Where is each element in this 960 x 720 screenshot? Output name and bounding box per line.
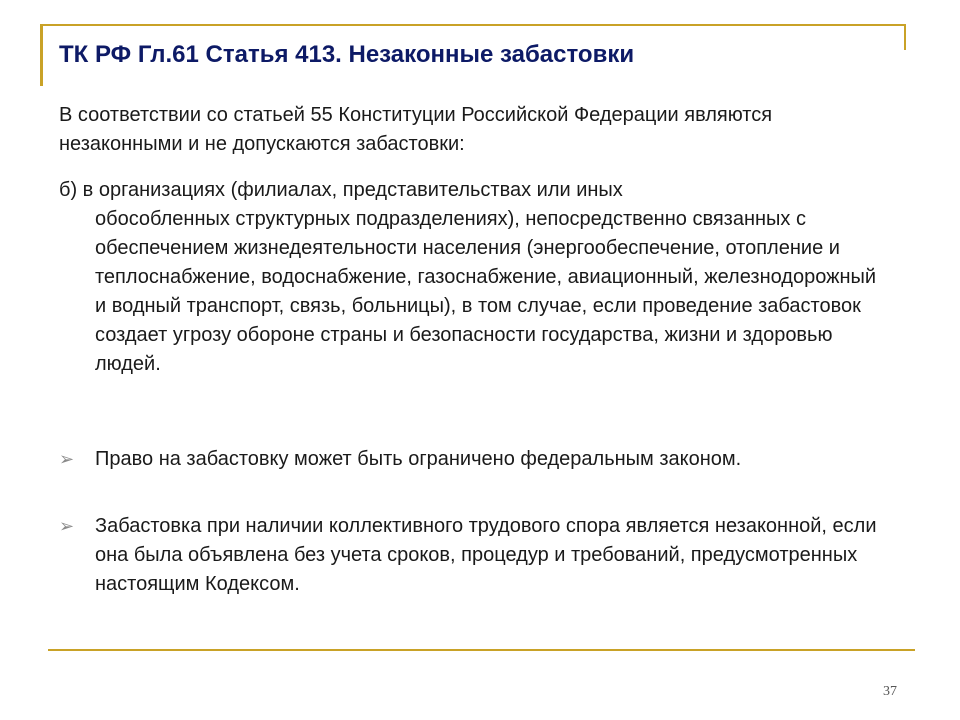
bullet-text: Право на забастовку может быть ограничено федеральным законом. [95,448,742,470]
bullet-item [59,445,879,474]
arrow-bullet-icon: ➢ [59,449,75,469]
bullet-text: Забастовка при наличии коллективного трудового спора является незаконной, если она была объявлена без учета сроков, процедур и требований, предусмотренных настоящим Кодексом. [95,515,877,595]
item-b-continuation: обособленных структурных подразделениях), непосредственно связанных с обеспечением жизнедеятельности населения (энергообеспечение, отопление и теплоснабжение, водоснабжение, газоснабжение, авиационный, железнодорожный и водный транспорт, связь, больницы), в том случае, если проведение забастовок создает угрозу обороне страны и безопасности государства, жизни и здоровью людей. [95,208,877,375]
slide-title: ТК РФ Гл.61 Статья 413. Незаконные забастовки [59,41,635,68]
page-number: 37 [883,684,897,699]
frame-left-line [40,24,43,86]
frame-right-line [904,24,906,50]
frame-top-line [40,24,904,26]
intro-paragraph: В соответствии со статьей 55 Конституции Российской Федерации являются незаконными и не допускаются забастовки: [59,104,773,155]
arrow-bullet-icon: ➢ [59,516,75,536]
frame-bottom-line [48,649,915,651]
bullet-item [59,512,879,599]
item-b-first-line: б) в организациях (филиалах, представительствах или иных [59,179,623,201]
item-b-paragraph [59,176,879,379]
